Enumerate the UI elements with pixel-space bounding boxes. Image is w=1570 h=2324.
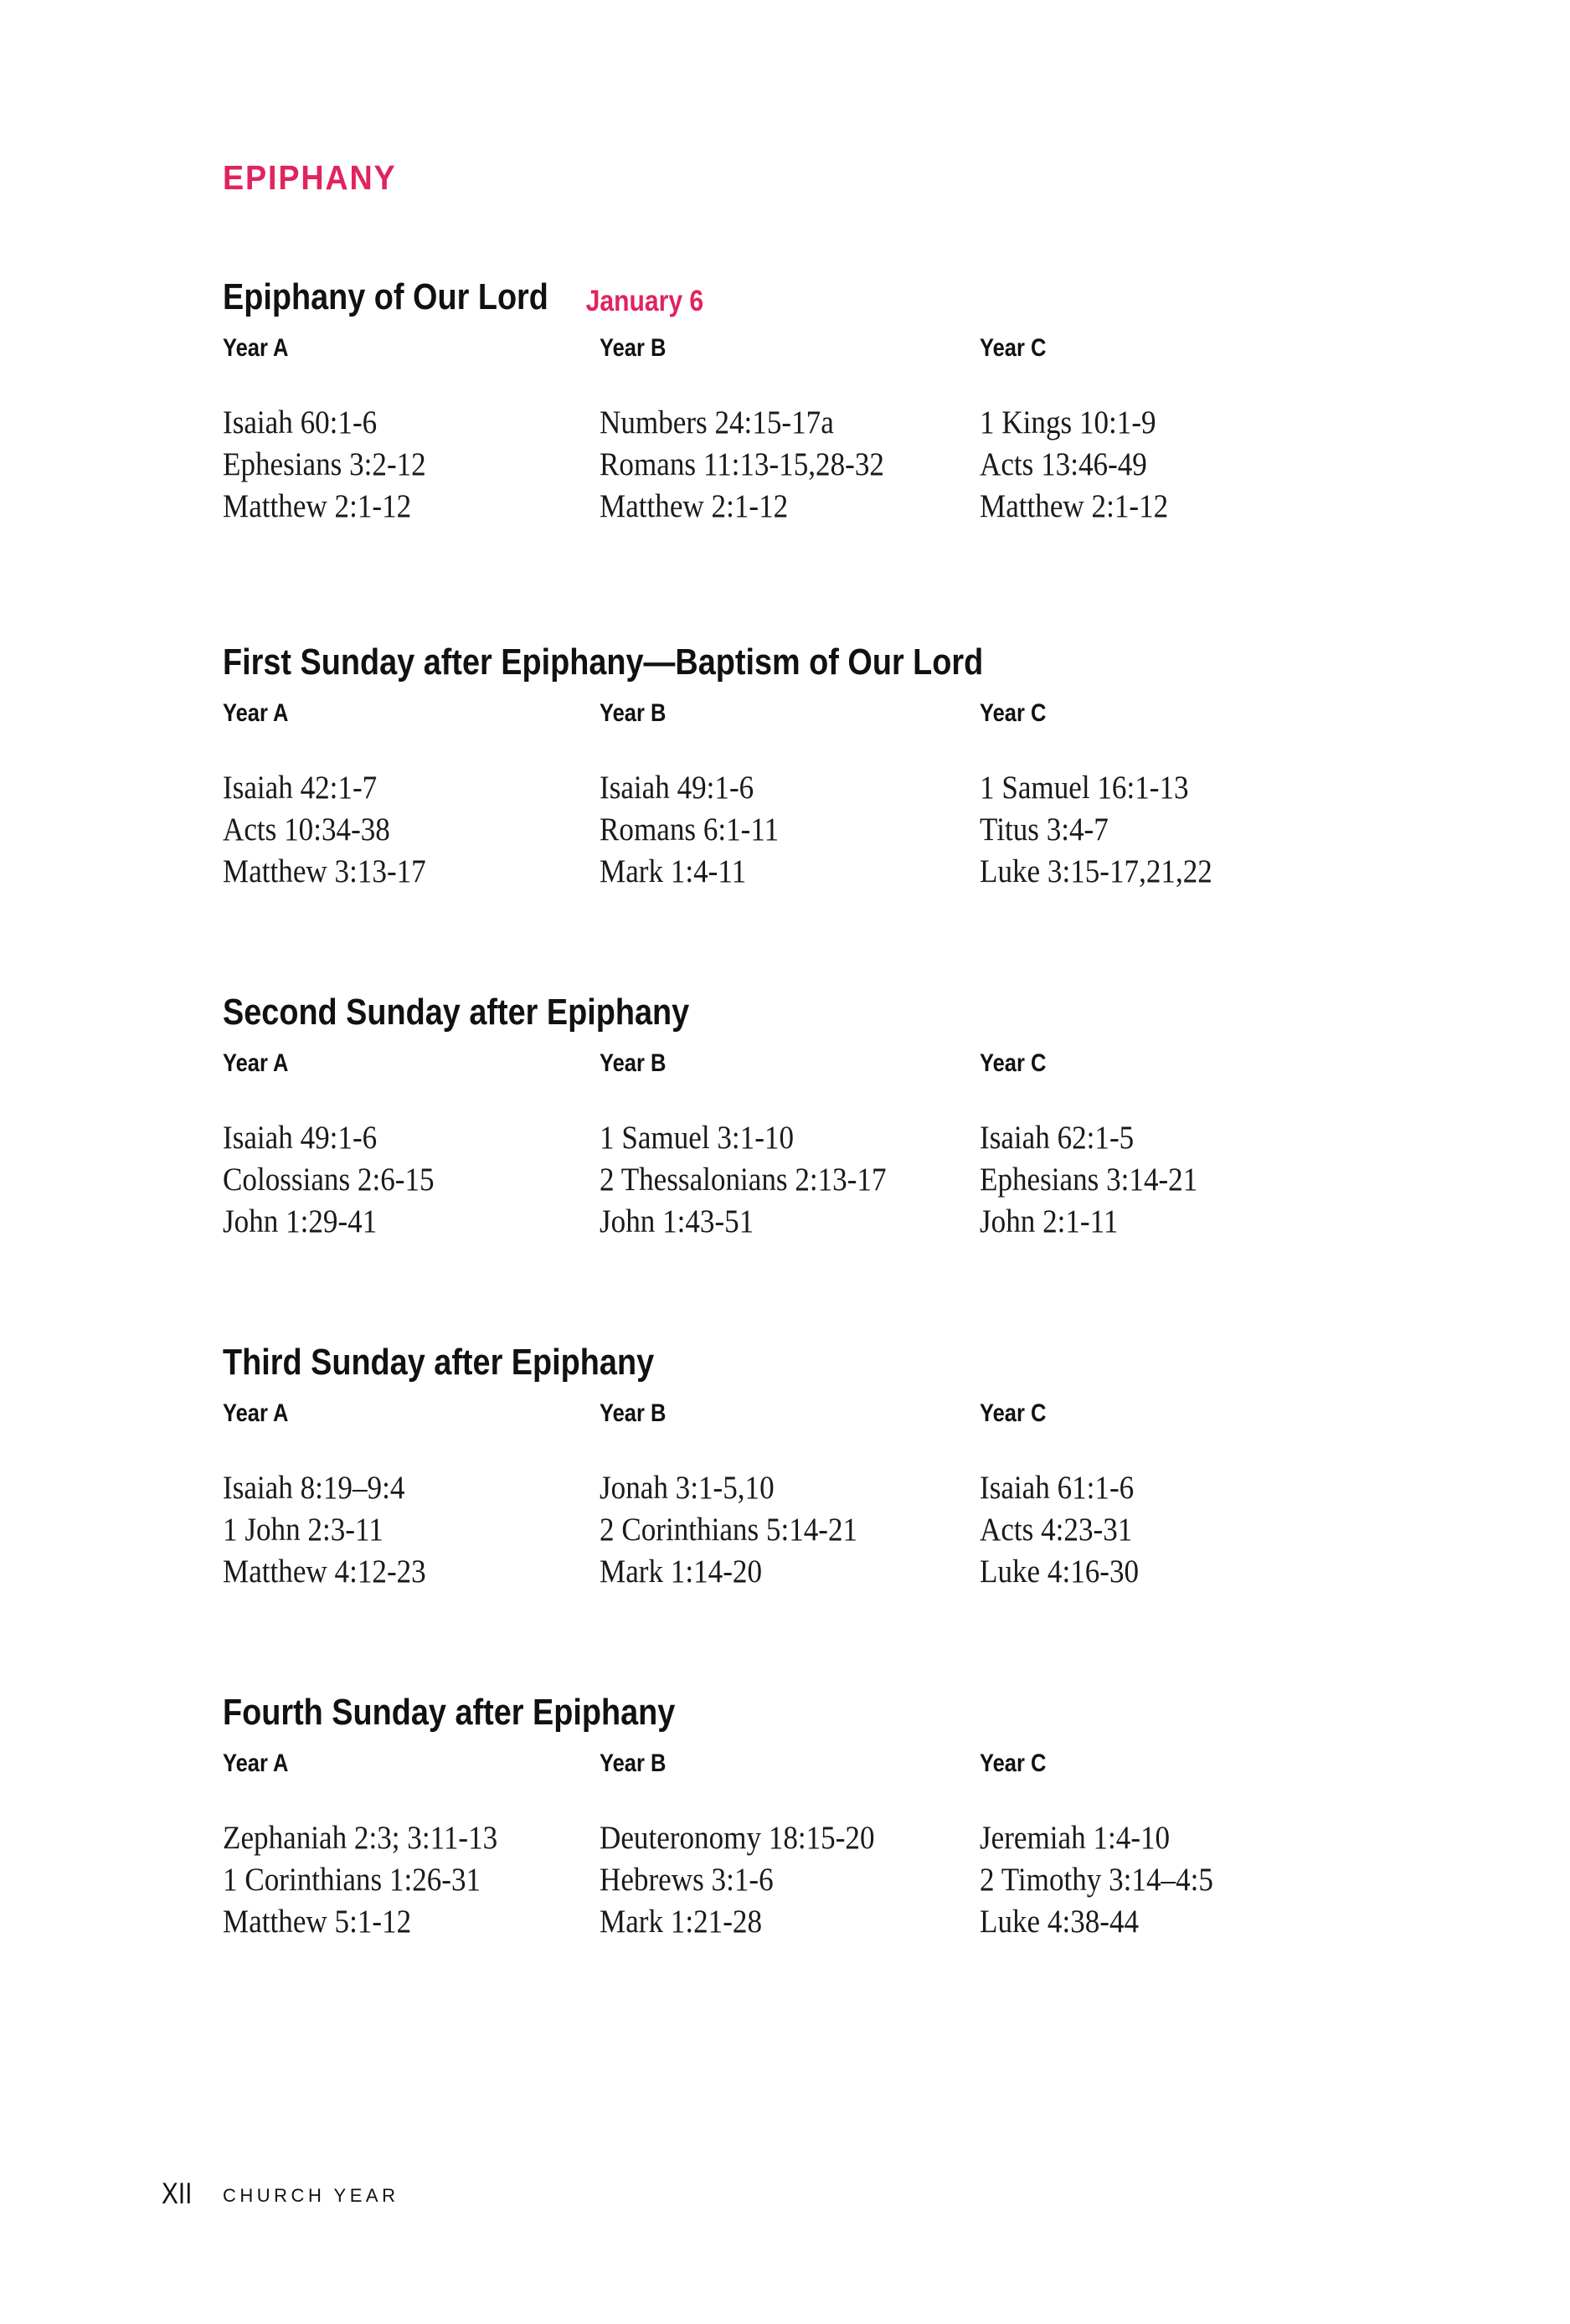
feast-date: January 6	[585, 285, 704, 317]
reading-item: Isaiah 8:19–9:4	[223, 1470, 405, 1506]
year-c-header: Year C	[980, 699, 1047, 727]
year-c-column	[980, 1397, 1348, 1593]
reading-item: Matthew 2:1-12	[600, 488, 789, 524]
year-a-header: Year A	[223, 334, 289, 362]
reading-item: 1 John 2:3-11	[223, 1512, 383, 1548]
reading-item: 2 Corinthians 5:14-21	[600, 1512, 858, 1548]
year-c-header: Year C	[980, 1049, 1047, 1077]
year-c-column	[980, 1747, 1348, 1943]
reading-item: 1 Corinthians 1:26-31	[223, 1862, 481, 1898]
reading-item: Isaiah 60:1-6	[223, 405, 378, 441]
year-a-column	[223, 697, 591, 893]
reading-item: 1 Kings 10:1-9	[980, 405, 1156, 441]
year-b-column	[600, 697, 968, 893]
reading-item: Deuteronomy 18:15-20	[600, 1820, 875, 1856]
year-b-column	[600, 332, 968, 528]
section-fourth-sunday-after-epiphany	[223, 1692, 1395, 1960]
reading-item: Mark 1:14-20	[600, 1554, 763, 1590]
reading-item: Numbers 24:15-17a	[600, 405, 834, 441]
year-a-column	[223, 1747, 591, 1943]
reading-item: Ephesians 3:14-21	[980, 1162, 1198, 1198]
reading-item: Mark 1:4-11	[600, 853, 747, 889]
reading-item: Isaiah 49:1-6	[600, 770, 754, 806]
reading-item: Isaiah 62:1-5	[980, 1120, 1135, 1156]
reading-item: John 2:1-11	[980, 1203, 1119, 1239]
reading-item: 2 Timothy 3:14–4:5	[980, 1862, 1213, 1898]
year-a-column	[223, 1397, 591, 1593]
year-b-header: Year B	[600, 1749, 667, 1777]
reading-item: Matthew 4:12-23	[223, 1554, 426, 1590]
year-a-column	[223, 1047, 591, 1243]
year-c-header: Year C	[980, 334, 1047, 362]
year-c-column	[980, 1047, 1348, 1243]
reading-item: Hebrews 3:1-6	[600, 1862, 774, 1898]
reading-item: Acts 4:23-31	[980, 1512, 1133, 1548]
reading-item: Luke 4:38-44	[980, 1904, 1140, 1940]
reading-item: Jeremiah 1:4-10	[980, 1820, 1171, 1856]
year-a-header: Year A	[223, 1049, 289, 1077]
year-c-column	[980, 697, 1348, 893]
year-b-column	[600, 1047, 968, 1243]
reading-item: Matthew 3:13-17	[223, 853, 426, 889]
section-second-sunday-after-epiphany	[223, 992, 1395, 1260]
year-a-header: Year A	[223, 1399, 289, 1427]
reading-item: John 1:29-41	[223, 1203, 378, 1239]
year-b-column	[600, 1397, 968, 1593]
year-c-header: Year C	[980, 1749, 1047, 1777]
running-head: CHURCH YEAR	[223, 2185, 399, 2206]
section-third-sunday-after-epiphany	[223, 1342, 1395, 1610]
reading-item: Mark 1:21-28	[600, 1904, 763, 1940]
section-epiphany-of-our-lord	[223, 276, 1395, 544]
year-a-header: Year A	[223, 1749, 289, 1777]
section-title: Second Sunday after Epiphany	[223, 992, 690, 1033]
reading-item: Luke 4:16-30	[980, 1554, 1140, 1590]
reading-item: Romans 11:13-15,28-32	[600, 446, 884, 482]
year-b-header: Year B	[600, 699, 667, 727]
reading-item: Colossians 2:6-15	[223, 1162, 435, 1198]
section-title: Third Sunday after Epiphany	[223, 1342, 655, 1383]
section-first-sunday-after-epiphany	[223, 642, 1395, 910]
year-a-header: Year A	[223, 699, 289, 727]
section-title: First Sunday after Epiphany—Baptism of Our Lord	[223, 642, 984, 683]
reading-item: 1 Samuel 3:1-10	[600, 1120, 795, 1156]
section-title: Fourth Sunday after Epiphany	[223, 1692, 676, 1733]
section-title-text: Epiphany of Our Lord	[223, 276, 548, 317]
reading-item: Isaiah 49:1-6	[223, 1120, 378, 1156]
reading-item: Romans 6:1-11	[600, 812, 780, 848]
reading-item: Titus 3:4-7	[980, 812, 1109, 848]
reading-item: Luke 3:15-17,21,22	[980, 853, 1212, 889]
reading-item: Zephaniah 2:3; 3:11-13	[223, 1820, 498, 1856]
page-footer	[162, 2177, 399, 2211]
year-b-header: Year B	[600, 1399, 667, 1427]
reading-item: Ephesians 3:2-12	[223, 446, 426, 482]
page-number: XII	[162, 2177, 193, 2210]
reading-item: Matthew 5:1-12	[223, 1904, 412, 1940]
year-b-header: Year B	[600, 1049, 667, 1077]
reading-item: 1 Samuel 16:1-13	[980, 770, 1189, 806]
reading-item: Matthew 2:1-12	[223, 488, 412, 524]
section-title	[223, 276, 703, 318]
reading-item: Acts 10:34-38	[223, 812, 390, 848]
reading-item: Isaiah 61:1-6	[980, 1470, 1135, 1506]
reading-item: Acts 13:46-49	[980, 446, 1147, 482]
year-b-column	[600, 1747, 968, 1943]
season-heading: EPIPHANY	[223, 158, 397, 197]
year-a-column	[223, 332, 591, 528]
reading-item: 2 Thessalonians 2:13-17	[600, 1162, 887, 1198]
reading-item: Isaiah 42:1-7	[223, 770, 378, 806]
reading-item: Matthew 2:1-12	[980, 488, 1169, 524]
reading-item: Jonah 3:1-5,10	[600, 1470, 775, 1506]
year-c-column	[980, 332, 1348, 528]
reading-item: John 1:43-51	[600, 1203, 754, 1239]
year-c-header: Year C	[980, 1399, 1047, 1427]
year-b-header: Year B	[600, 334, 667, 362]
